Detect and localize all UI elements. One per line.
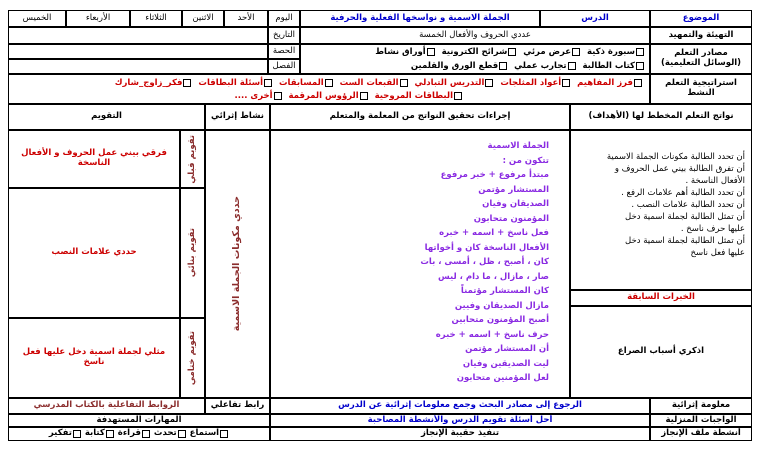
skill-item: تفكير [48, 428, 72, 439]
dars-label: الدرس [540, 10, 650, 27]
procedure-item: تتكون من : [502, 155, 549, 166]
procedure-item: الجملة الاسمية [487, 141, 549, 151]
khitami-label-cell [180, 318, 205, 398]
fasl-value[interactable] [8, 59, 268, 74]
qabli-value: فرقي بيني عمل الحروف و الأفعال الناسخة [8, 130, 180, 188]
procedure-item: لعل المؤمنين متحابون [456, 373, 549, 383]
outcomes-cell [570, 130, 752, 290]
checkbox-icon[interactable] [636, 62, 644, 70]
wasael-label: (الوسائل التعليمية) [660, 58, 742, 68]
tamheed-value: عددي الحروف والأفعال الخمسة [300, 27, 650, 44]
link-label: رابط تفاعلي [205, 398, 270, 414]
skill-item: استماع [189, 428, 220, 439]
checkbox-icon[interactable] [572, 48, 580, 56]
tareekh-value[interactable] [8, 27, 268, 44]
checkbox-icon[interactable] [360, 92, 368, 100]
checkbox-icon[interactable] [220, 430, 228, 438]
day-tuesday[interactable]: الثلاثاء [130, 10, 182, 27]
activity-value: حددي مكونات الجملة الاسمية [231, 196, 243, 332]
homework-value: أحل أسئلة تقويم الدرس والأنشطة المصاحبة [270, 414, 650, 427]
checkbox-icon[interactable] [485, 79, 493, 87]
outcome-item: الأفعال الناسخة . [685, 176, 745, 186]
link-value[interactable]: الروابط التفاعلية بالكتاب المدرسي [8, 398, 205, 414]
strategies-line-1: فرز المفاهيم أعواد المثلجات التدريس التبادلي القبعات الست المسابقات أسئلة البطاقات فكر_زاوج_شارك [115, 78, 643, 88]
day-wednesday[interactable]: الأربعاء [66, 10, 130, 27]
outcome-item: أن تمثل الطالبة لجملة اسمية دخل [625, 236, 745, 246]
tamheed-label: التهيئة والتمهيد [650, 27, 752, 44]
activity-header: نشاط إثرائي [205, 104, 270, 130]
checkbox-icon[interactable] [636, 48, 644, 56]
outcome-item: أن تحدد الطالبة علامات النصب . [631, 200, 745, 210]
checkbox-icon[interactable] [454, 92, 462, 100]
checkbox-icon[interactable] [325, 79, 333, 87]
checkbox-icon[interactable] [73, 430, 81, 438]
outcome-item: أن تفرق الطالبة بيني عمل الحروف و [614, 164, 745, 174]
checkbox-icon[interactable] [562, 79, 570, 87]
mawdoo-label: الموضوع [650, 10, 752, 27]
procedures-list [420, 139, 549, 386]
day-sunday[interactable]: الأحد [224, 10, 268, 27]
outcomes-list [607, 151, 745, 259]
checkbox-icon[interactable] [142, 430, 150, 438]
masader-label: مصادر التعلم [674, 48, 728, 59]
hissa-value[interactable] [8, 44, 268, 59]
outcomes-header: نواتج التعلم المخطط لها (الأهداف) [570, 104, 752, 130]
procedure-item: مازال الصديقان وفيين [454, 300, 549, 311]
qabli-label: تقويم قبلي [186, 134, 197, 184]
tareekh-label: التاريخ [268, 27, 300, 44]
bonai-value: حددي علامات النصب [8, 188, 180, 318]
bonai-label: تقويم بنائي [186, 228, 197, 278]
skill-item: تحدث [153, 428, 177, 439]
homework-label: الواجبات المنزلية [650, 414, 752, 427]
checkbox-icon[interactable] [274, 92, 282, 100]
procedure-item: حرف ناسخ + اسمه + خبره [435, 329, 549, 340]
masader-cell [650, 44, 752, 74]
procedure-item: الأفعال الناسخة كان و أخواتها [424, 242, 549, 253]
khitami-label: تقويم ختامي [186, 330, 197, 386]
procedure-item: أصبح المؤمنون متحابين [451, 315, 549, 325]
checkbox-icon[interactable] [499, 62, 507, 70]
resources-cell [300, 44, 650, 74]
strategies-cell [8, 74, 650, 104]
prior-value: اذكري أسباب الصراع [570, 306, 752, 398]
skills-label: المهارات المستهدفة [8, 414, 270, 427]
bonai-label-cell [180, 188, 205, 318]
outcome-item: عليها حرف ناسخ . [680, 224, 745, 234]
checkbox-icon[interactable] [427, 48, 435, 56]
outcome-item: أن تحدد الطالبة مكونات الجملة الاسمية [606, 152, 745, 162]
portfolio-value: تنفيذ حقيبة الإنجاز [270, 427, 650, 441]
strategies-line-2: البطاقات المروحية الرؤوس المرقمة أخرى .... [235, 91, 463, 101]
checkbox-icon[interactable] [183, 79, 191, 87]
day-thursday[interactable]: الخميس [8, 10, 66, 27]
procedure-item: أن المستشار مؤتمن [465, 344, 549, 354]
checkbox-icon[interactable] [568, 62, 576, 70]
procedure-item: المستشار مؤتمن [478, 184, 549, 195]
activity-cell [205, 130, 270, 398]
khitami-value: مثلي لجملة اسمية دخل عليها فعل ناسخ [8, 318, 180, 398]
checkbox-icon[interactable] [106, 430, 114, 438]
portfolio-label: أنشطة ملف الإنجاز [650, 427, 752, 441]
procedure-item: الصديقان وفيان [482, 199, 549, 209]
outcome-item: عليها فعل ناسخ [690, 248, 745, 258]
checkbox-icon[interactable] [508, 48, 516, 56]
procedure-item: فعل ناسخ + اسمه + خبره [439, 228, 549, 238]
outcome-item: أن تحدد الطالبة أهم علامات الرفع . [621, 188, 745, 198]
skill-item: قراءة [117, 428, 141, 439]
checkbox-icon[interactable] [634, 79, 642, 87]
procedures-header: إجراءات تحقيق النواتج من المعلمة والمتعلم [270, 104, 570, 130]
checkbox-icon[interactable] [264, 79, 272, 87]
procedures-cell [270, 130, 570, 398]
info-label: معلومة إثرائية [650, 398, 752, 414]
procedure-item: المؤمنون متحابون [473, 213, 549, 224]
skills-cell [8, 427, 270, 441]
skill-item: كتابة [84, 428, 105, 439]
day-label: اليوم [268, 10, 300, 27]
resources-line-1: سبورة ذكية عرض مرئي شرائح الكترونية أوراق نشاط [375, 47, 645, 57]
day-monday[interactable]: الاثنين [182, 10, 224, 27]
procedure-item: صار ، مازال ، ما دام ، ليس [438, 271, 549, 282]
resources-line-2: كتاب الطالبة تجارب عملي قطع الورق والقلمين [411, 61, 645, 71]
fasl-label: الفصل [268, 59, 300, 74]
strategies-label: استراتيجية التعلم النشط [650, 74, 752, 104]
hissa-label: الحصة [268, 44, 300, 59]
procedure-item: ليت الصديقين وفيان [462, 358, 549, 369]
checkbox-icon[interactable] [400, 79, 408, 87]
checkbox-icon[interactable] [178, 430, 186, 438]
procedure-item: كان ، أصبح ، ظل ، أمسى ، بات [420, 257, 549, 267]
procedure-item: مبتدأ مرفوع + خبر مرفوع [440, 170, 549, 180]
dars-value: الجملة الاسمية و نواسخها الفعلية والحرفية [300, 10, 540, 27]
info-value: الرجوع إلى مصادر البحث وجمع معلومات إثرائية عن الدرس [270, 398, 650, 414]
evaluation-header: التقويم [8, 104, 205, 130]
procedure-item: كان المستشار مؤتمناً [460, 286, 549, 296]
qabli-label-cell [180, 130, 205, 188]
outcome-item: أن تمثل الطالبة لجملة اسمية دخل [625, 212, 745, 222]
prior-label: الخبرات السابقة [570, 290, 752, 306]
